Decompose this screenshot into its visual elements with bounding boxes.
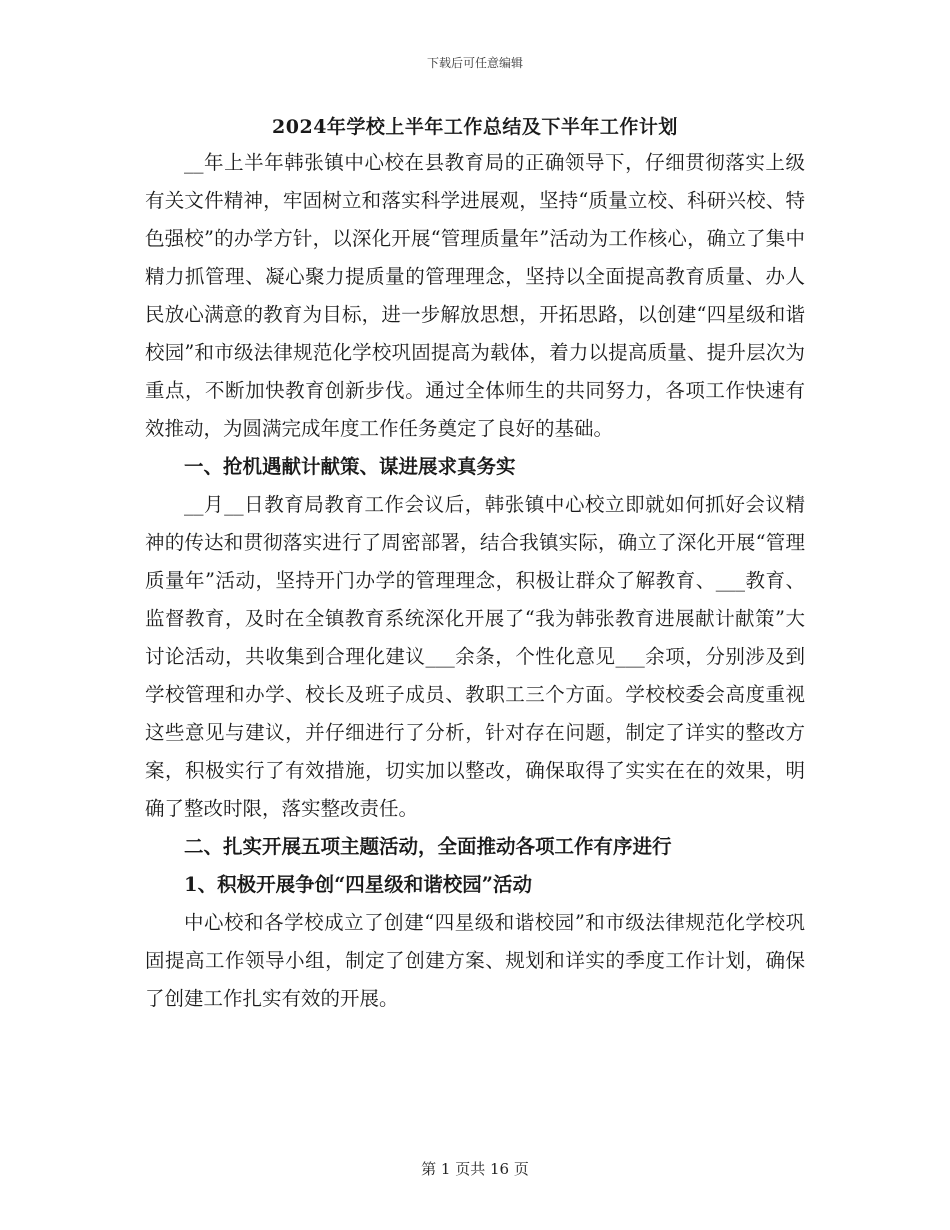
document-title: 2024年学校上半年工作总结及下半年工作计划	[272, 116, 678, 138]
section-1-paragraph: __月__日教育局教育工作会议后，韩张镇中心校立即就如何抓好会议精神的传达和贯彻落实进行了周密部署，结合我镇实际，确立了深化开展“管理质量年”活动，坚持开门办学的管理理念，积极让群众了解教育、___教育、监督教育，及时在全镇教育系统深化开展了“我为韩张教育进展献计献策”大讨论活动，共收集到合理化建议___余条，个性化意见___余项，分别涉及到学校管理和办学、校长及班子成员、教职工三个方面。学校校委会高度重视这些意见与建议，并仔细进行了分析，针对存在问题，制定了详实的整改方案，积极实行了有效措施，切实加以整改，确保取得了实实在在的效果，明确了整改时限，落实整改责任。	[145, 493, 805, 820]
section-1-heading: 一、抢机遇献计献策、谋进展求真务实	[184, 455, 516, 478]
intro-paragraph: __年上半年韩张镇中心校在县教育局的正确领导下，仔细贯彻落实上级有关文件精神，牢固树立和落实科学进展观，坚持“质量立校、科研兴校、特色强校”的办学方针，以深化开展“管理质量年”活动为工作核心，确立了集中精力抓管理、凝心聚力提质量的管理理念，坚持以全面提高教育质量、办人民放心满意的教育为目标，进一步解放思想，开拓思路，以创建“四星级和谐校园”和市级法律规范化学校巩固提高为载体，着力以提高质量、提升层次为重点，不断加快教育创新步伐。通过全体师生的共同努力，各项工作快速有效推动，为圆满完成年度工作任务奠定了良好的基础。	[145, 151, 805, 440]
document-body	[145, 144, 805, 1018]
subsection-1-heading: 1、积极开展争创“四星级和谐校园”活动	[184, 873, 533, 896]
header-note: 下载后可任意编辑	[426, 56, 523, 70]
section-2-heading: 二、扎实开展五项主题活动，全面推动各项工作有序进行	[184, 835, 672, 858]
subsection-1-paragraph: 中心校和各学校成立了创建“四星级和谐校园”和市级法律规范化学校巩固提高工作领导小组，制定了创建方案、规划和详实的季度工作计划，确保了创建工作扎实有效的开展。	[145, 911, 805, 1010]
page-number: 第 1 页共 16 页	[421, 1160, 529, 1178]
